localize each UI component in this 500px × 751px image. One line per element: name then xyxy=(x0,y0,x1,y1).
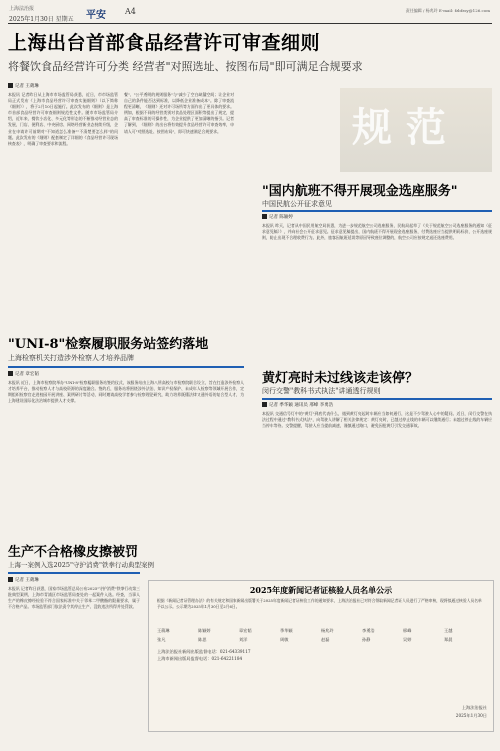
byline-marker-icon xyxy=(8,83,13,88)
lead-byline: 记者 王葳琳 xyxy=(8,83,39,89)
article3-rule xyxy=(8,366,244,368)
notice-body: 根据《新闻记者证管理办法》的有关规定和国家新闻出版署关于2025年度新闻记者证核验工作的通知要求，上海法治报社已对符合领取新闻记者证人员进行了严格审核，现将拟通过核验人员名单予以公示。公示期为2025年1月30日至2月6日。 xyxy=(157,598,482,609)
notice-contact-1: 上海法治报社新闻出版监督电话：021-64339117 xyxy=(157,649,251,654)
page-number: A4 xyxy=(125,7,136,16)
notice-name-item: 季华颖 xyxy=(280,628,293,633)
notice-name-item: 陈思 xyxy=(198,637,207,642)
article2-body: 本报讯 昨天，记者从中国民用航空局获悉，为进一步规范航空公司选座服务，民航局起草了《关于规范航空公司选座服务的通知（征求意见稿）》，并向社会公开征求意见。征求意见稿提出，国内航班不得开展现金选座服务，付费选座应当提供明码标价，公开选座规则，防止出现不合理收费行为。此外，旅客因航班延误等原因导致座位调整的，航空公司应按规定退还选座费用。 xyxy=(262,223,492,241)
notice-box xyxy=(148,580,494,732)
notice-name-item: 周敏 xyxy=(280,637,289,642)
article4-byline: 记者 季华颖 通讯员 邢峰 李勇浩 xyxy=(262,402,333,408)
article2-title: "国内航班不得开展现金选座服务" xyxy=(262,184,458,199)
notice-names xyxy=(157,626,485,644)
byline-marker-icon xyxy=(262,402,267,407)
notice-name-item: 郑晨 xyxy=(444,637,453,642)
illustration-text: 规 范 xyxy=(352,104,446,151)
article4-body: 本报讯 交通信号灯中的"黄灯"到底代表什么，遇到黄灯亮起时车辆应当如何通行，这是不少驾驶人心中的疑问。近日，闵行交警在执法过程中通过"教科书式执法"，向驾驶人讲解了相关法律规定：黄灯亮时，已越过停止线的车辆可以继续通行；未越过停止线的车辆应当停车等待。交警提醒，驾驶人应当提前减速，谨慎通过路口，避免因抢黄灯引发交通事故。 xyxy=(262,411,492,429)
article3-body: 本报讯 近日，上海市检察院举办"UNI-8"检察履职服务站签约仪式，该服务站由上海八所高校与市检察院联合设立，旨在打造涉外检察人才培养平台，推动检察人才与高校资源的深度融合。签约后，服务站将围绕涉外法治、知识产权保护、未成年人检察等领域开展合作，定期组织检察官走进校园开展讲座、案例研讨等活动，同时邀请高校学者参与检察理论研究，助力培养既懂法律又通外语的复合型人才，为上海建设国际化法治城市提供人才支撑。 xyxy=(8,380,244,404)
byline-marker-icon xyxy=(8,577,13,582)
editor-info: 责任编辑 / 杨兆玲 E-mail: fzbfzsy@126.com xyxy=(405,8,490,13)
notice-name-item: 李勇浩 xyxy=(362,628,375,633)
masthead xyxy=(9,5,129,23)
notice-name-item: 陈颖婷 xyxy=(198,628,211,633)
article3-subtitle: 上海检察机关打造涉外检察人才培养品牌 xyxy=(8,354,134,362)
article5-title: 生产不合格橡皮擦被罚 xyxy=(8,545,139,560)
article4-subtitle: 闵行交警"教科书式执法"讲通透行规则 xyxy=(262,387,381,395)
lead-headline: 上海出台首部食品经营许可审查细则 xyxy=(8,32,321,54)
notice-name-item: 王葳琳 xyxy=(157,628,170,633)
notice-name-item: 章宏韬 xyxy=(239,628,252,633)
notice-contact-2: 上海市新闻出版局监督电话：021-64221184 xyxy=(157,656,243,661)
notice-footer-date: 2025年1月30日 xyxy=(455,713,487,718)
notice-title: 2025年度新闻记者证核验人员名单公示 xyxy=(249,585,393,595)
paper-name: 上海法治报 xyxy=(9,6,35,12)
article2-subtitle: 中国民航公开征求意见 xyxy=(262,200,332,208)
lead-subhead: 将餐饮食品经营许可分类 经营者"对照选址、按图布局"即可满足合规要求 xyxy=(8,60,363,73)
notice-name-item: 吴婷 xyxy=(403,637,412,642)
lead-col1: 本报讯 记者昨日从上海市市场监管局获悉，近日，市市场监管局正式发布《上海市食品经营许可审查实施细则》（以下简称《细则》），将于2月10日起施行。此次发布的《细则》是上海市首部食品经营许可审查细则规范性文件。随市市场监管局介绍，近年来，餐饮小店化、多元化等形态的不断推动经营业态的发展，门店、便利店、中央厨房、网络经营新业态持续升级，企业在申请许可前期对"不知道怎么准备""不清楚要怎么样"的问题。此次发布的《细则》配套制定了详细的《食品经营许可现场核查表》，明确了审查要求和流程。 xyxy=(8,92,118,146)
notice-footer-org: 上海法治报社 xyxy=(461,705,487,710)
notice-name-item: 赵磊 xyxy=(321,637,330,642)
page-section-name: 平安 xyxy=(86,10,106,21)
article5-rule xyxy=(8,572,140,574)
article4-title: 黄灯亮时未过线该走该停？ xyxy=(262,371,419,386)
notice-name-item: 杨兆玲 xyxy=(321,628,334,633)
article3-byline: 记者 章宏韬 xyxy=(8,371,39,377)
byline-marker-icon xyxy=(8,371,13,376)
byline-marker-icon xyxy=(262,214,267,219)
notice-name-item: 刘洋 xyxy=(239,637,248,642)
notice-name-item: 邢峰 xyxy=(403,628,412,633)
article4-rule xyxy=(262,398,492,400)
article5-subtitle: 上海一案例入选2025"守护消费"铁拳行动典型案例 xyxy=(8,561,155,569)
guihua-illustration xyxy=(340,88,492,172)
article2-rule xyxy=(262,210,492,212)
issue-date: 2025年1月30日 星期五 xyxy=(9,16,74,23)
notice-name-item: 王越 xyxy=(444,628,453,633)
notice-name-item: 张凡 xyxy=(157,637,166,642)
article3-title: "UNI-8"检察履职服务站签约落地 xyxy=(8,337,209,352)
article5-body: 本报讯 记者昨日获悉，国家市场监管总局公布2025"守护消费"铁拳行动第三批典型案例，上海市青浦区市场监管局查处的一起案件入选。经查，当事人生产的橡皮擦经检验不符合国家标准中关于邻苯二甲酸酯的限量要求，属于不合格产品。市场监管部门依法责令其停止生产、没收违法所得并处罚款。 xyxy=(8,586,140,610)
notice-name-item: 孙静 xyxy=(362,637,371,642)
article5-byline: 记者 王葳琳 xyxy=(8,577,39,583)
lead-col2: 餐"、"公平透明的规则服务"与"减少了空白缺漏空间；让企业对自己的条件能否达到标准，以降低企业准备成本"。除了审查流程更清晰，《细则》还对许可场所等方面作出了更具体的要求。例如，根据不同的经营类别对食品处理区面积等提出了规定，提高了审查标准的可操作性，为企业提供了更加清晰的指引。记者了解到，《细则》的出台将有效提升食品经营许可审查效率，申请人可"对照选址、按图布局"，即可快速满足合规要求。 xyxy=(124,92,234,134)
article2-byline: 记者 陈颖婷 xyxy=(262,214,293,220)
header-rule xyxy=(8,23,492,24)
